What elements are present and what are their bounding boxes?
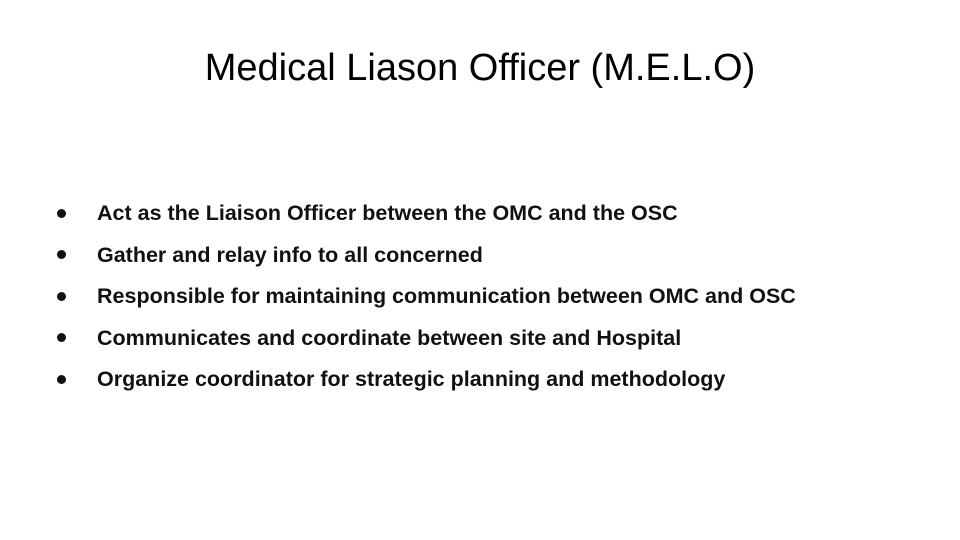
- bullet-item: [50, 276, 796, 318]
- bullet-dot-icon: [57, 209, 66, 218]
- bullet-dot-icon: [57, 250, 66, 259]
- bullet-text: Organize coordinator for strategic planning and methodology: [97, 367, 726, 391]
- slide-title: Medical Liason Officer (M.E.L.O): [204, 47, 756, 89]
- bullet-item: [50, 235, 796, 277]
- bullet-item: [50, 359, 796, 401]
- bullet-text: Communicates and coordinate between site and Hospital: [97, 325, 682, 350]
- bullet-text: Gather and relay info to all concerned: [97, 242, 483, 267]
- bullet-dot-icon: [57, 375, 66, 384]
- bullet-dot-icon: [57, 333, 66, 342]
- bullet-item: [50, 193, 796, 235]
- bullet-text: Act as the Liaison Officer between the OMC and the OSC: [97, 201, 678, 225]
- bullet-list: [50, 193, 796, 401]
- bullet-item: [50, 318, 796, 360]
- bullet-dot-icon: [57, 292, 66, 301]
- bullet-text: Responsible for maintaining communication between OMC and OSC: [97, 284, 796, 308]
